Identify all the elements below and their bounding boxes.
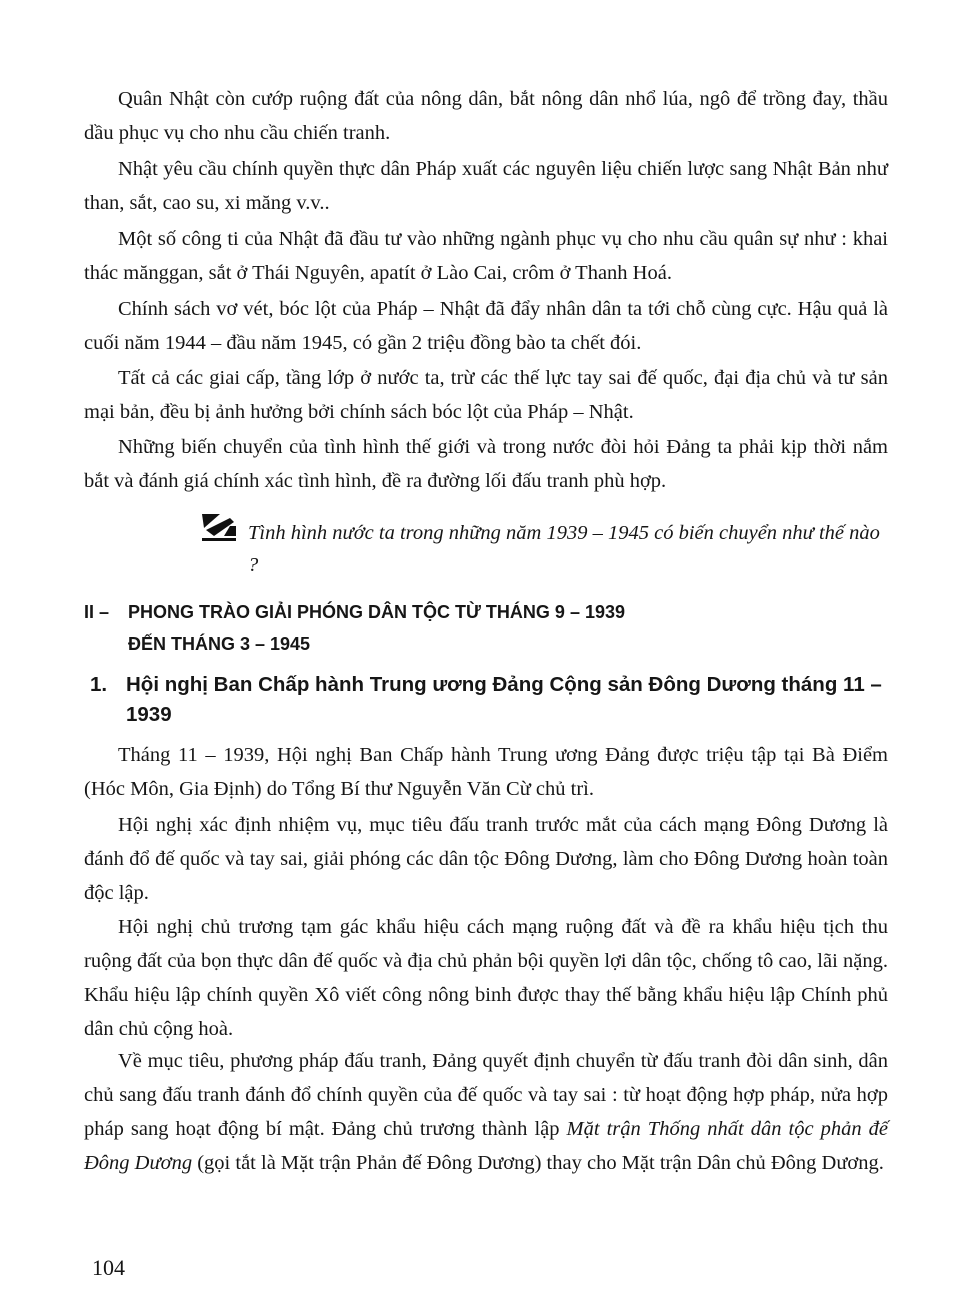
page-number: 104	[92, 1255, 125, 1280]
paragraph: Chính sách vơ vét, bóc lột của Pháp – Nhật đã đẩy nhân dân ta tới chỗ cùng cực. Hậu quả là cuối năm 1944 – đầu năm 1945, có gần 2 triệu đồng bào ta chết đói.	[84, 298, 888, 354]
paragraph	[84, 1044, 888, 1180]
paragraph-text: Về mục tiêu, phương pháp đấu tranh, Đảng quyết định chuyển từ đấu tranh đòi dân sinh, dân chủ sang đấu tranh đánh đổ chính quyền của đế quốc và tay sai : từ hoạt động hợp pháp, nửa hợp pháp sang hoạt động bí mật. Đảng chủ trương thành lập	[84, 1050, 888, 1140]
paragraph: Nhật yêu cầu chính quyền thực dân Pháp xuất các nguyên liệu chiến lược sang Nhật Bản như than, sắt, cao su, xi măng v.v..	[84, 158, 888, 214]
paragraph: Tất cả các giai cấp, tầng lớp ở nước ta, trừ các thế lực tay sai đế quốc, đại địa chủ và tư sản mại bản, đều bị ảnh hưởng bởi chính sách bóc lột của Pháp – Nhật.	[84, 367, 888, 423]
paragraph: Hội nghị chủ trương tạm gác khẩu hiệu cách mạng ruộng đất và đề ra khẩu hiệu tịch thu ruộng đất của bọn thực dân đế quốc và địa chủ phản bội quyền lợi dân tộc, chống tô cao, lãi nặng. Khẩu hiệu lập chính quyền Xô viết công nông binh được thay thế bằng khẩu hiệu lập Chính phủ dân chủ cộng hoà.	[84, 916, 888, 1040]
subsection-title: Hội nghị Ban Chấp hành Trung ương Đảng Cộng sản Đông Dương tháng 11 – 1939	[126, 673, 882, 726]
subsection-number: 1.	[90, 673, 108, 696]
subsection-heading	[84, 670, 904, 730]
pen-icon	[200, 512, 238, 542]
review-question: Tình hình nước ta trong những năm 1939 – 1945 có biến chuyển như thế nào ?	[248, 522, 880, 576]
paragraph-text: (gọi tắt là Mặt trận Phản đế Đông Dương) thay cho Mặt trận Dân chủ Đông Dương.	[192, 1152, 884, 1174]
section-number: II –	[84, 602, 110, 622]
paragraph: Những biến chuyển của tình hình thế giới và trong nước đòi hỏi Đảng ta phải kịp thời nắm bắt và đánh giá chính xác tình hình, đề ra đường lối đấu tranh phù hợp.	[84, 436, 888, 492]
paragraph: Tháng 11 – 1939, Hội nghị Ban Chấp hành Trung ương Đảng được triệu tập tại Bà Điểm (Hóc Môn, Gia Định) do Tổng Bí thư Nguyễn Văn Cừ chủ trì.	[84, 744, 888, 800]
section-heading	[84, 596, 894, 660]
paragraph: Một số công ti của Nhật đã đầu tư vào những ngành phục vụ cho nhu cầu quân sự như : khai thác mănggan, sắt ở Thái Nguyên, apatít ở Lào Cai, crôm ở Thanh Hoá.	[84, 228, 888, 284]
paragraph: Hội nghị xác định nhiệm vụ, mục tiêu đấu tranh trước mắt của cách mạng Đông Dương là đánh đổ đế quốc và tay sai, giải phóng các dân tộc Đông Dương, làm cho Đông Dương hoàn toàn độc lập.	[84, 814, 888, 904]
section-title-line1: PHONG TRÀO GIẢI PHÓNG DÂN TỘC TỪ THÁNG 9 – 1939	[128, 602, 625, 622]
section-title-line2: ĐẾN THÁNG 3 – 1945	[128, 634, 311, 654]
front-name-italic: Mặt trận Thống nhất dân tộc phản đế Đông Dương	[84, 1118, 888, 1174]
paragraph: Quân Nhật còn cướp ruộng đất của nông dân, bắt nông dân nhổ lúa, ngô để trồng đay, thầu dầu phục vụ cho nhu cầu chiến tranh.	[84, 88, 888, 144]
